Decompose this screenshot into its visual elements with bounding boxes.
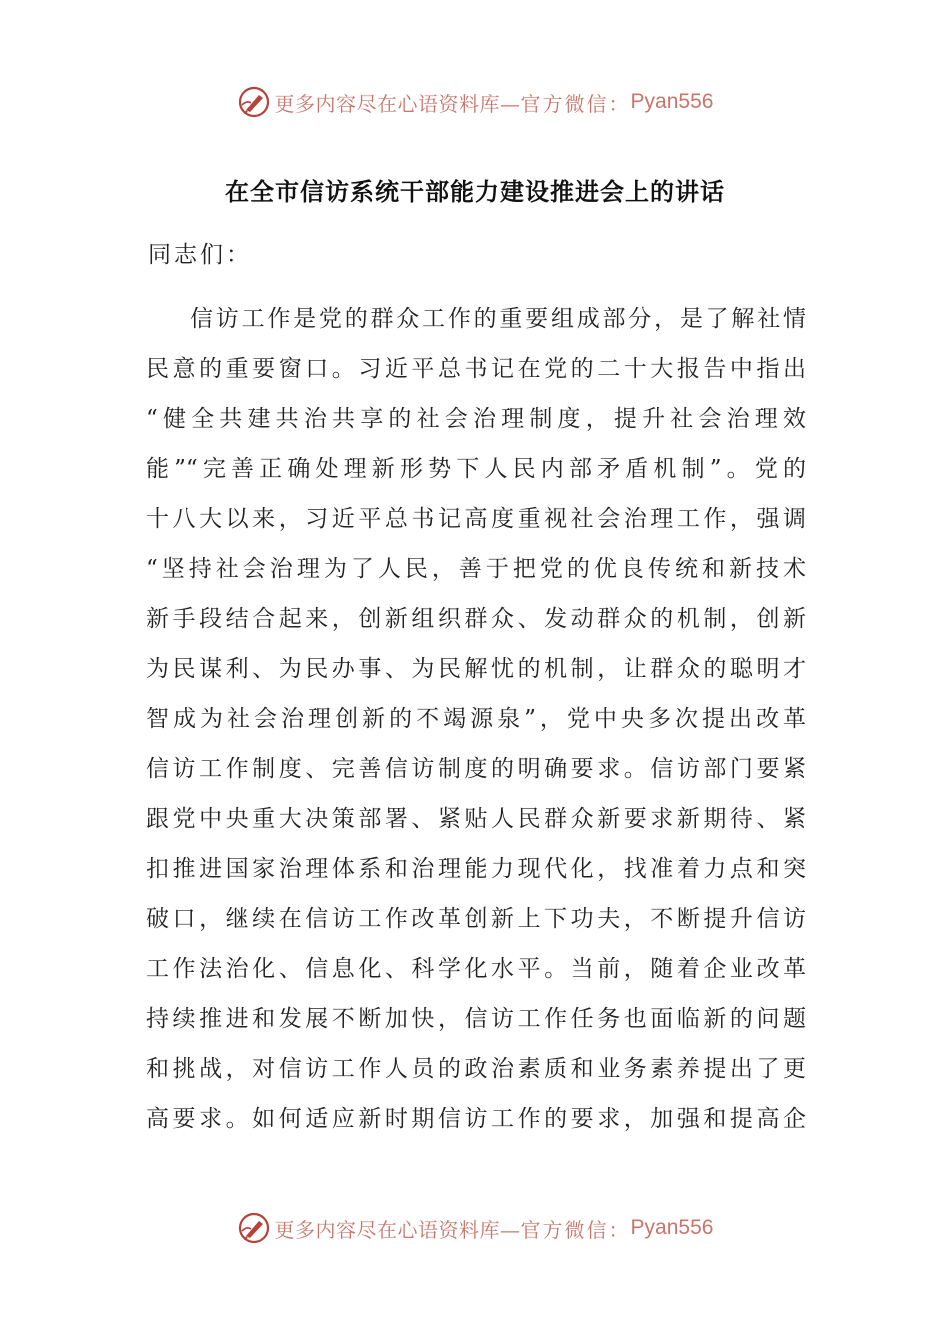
document-title: 在全市信访系统干部能力建设推进会上的讲话 xyxy=(225,178,725,206)
body-line: 工作法治化、信息化、科学化水平。当前，随着企业改革 xyxy=(146,956,806,982)
body-line: 能”“完善正确处理新形势下人民内部矛盾机制”。党的 xyxy=(146,456,806,482)
footer-banner xyxy=(0,1208,950,1248)
body-line: 信访工作是党的群众工作的重要组成部分，是了解社情 xyxy=(190,306,806,332)
body-line: “坚持社会治理为了人民，善于把党的优良传统和新技术 xyxy=(146,556,806,582)
banner-wechat-id: Pyan556 xyxy=(630,90,714,113)
body-line: “健全共建共治共享的社会治理制度，提升社会治理效 xyxy=(146,406,806,432)
banner-text: 更多内容尽在心语资料库— xyxy=(274,1217,521,1242)
body-line: 为民谋利、为民办事、为民解忧的机制，让群众的聪明才 xyxy=(146,656,806,682)
body-line: 扣推进国家治理体系和治理能力现代化，找准着力点和突 xyxy=(146,856,806,882)
pen-nib-logo-icon xyxy=(237,1211,271,1245)
body-line: 民意的重要窗口。习近平总书记在党的二十大报告中指出 xyxy=(146,356,806,382)
body-line: 新手段结合起来，创新组织群众、发动群众的机制，创新 xyxy=(146,606,806,632)
pen-nib-logo-icon xyxy=(237,85,271,119)
banner-wechat-label: 官方微信： xyxy=(520,91,631,116)
body-line: 和挑战，对信访工作人员的政治素质和业务素养提出了更 xyxy=(146,1056,806,1082)
banner-text: 更多内容尽在心语资料库— xyxy=(274,91,521,116)
header-banner xyxy=(0,82,950,122)
banner-wechat-id: Pyan556 xyxy=(630,1216,714,1239)
salutation: 同志们： xyxy=(148,242,252,268)
body-paragraph xyxy=(146,294,806,1144)
body-line: 智成为社会治理创新的不竭源泉”，党中央多次提出改革 xyxy=(146,706,806,732)
body-line: 持续推进和发展不断加快，信访工作任务也面临新的问题 xyxy=(146,1006,806,1032)
body-line: 破口，继续在信访工作改革创新上下功夫，不断提升信访 xyxy=(146,906,806,932)
body-line: 高要求。如何适应新时期信访工作的要求，加强和提高企 xyxy=(146,1106,806,1132)
body-line: 十八大以来，习近平总书记高度重视社会治理工作，强调 xyxy=(146,506,806,532)
body-line: 跟党中央重大决策部署、紧贴人民群众新要求新期待、紧 xyxy=(146,806,806,832)
banner-wechat-label: 官方微信： xyxy=(520,1217,631,1242)
body-line: 信访工作制度、完善信访制度的明确要求。信访部门要紧 xyxy=(146,756,806,782)
